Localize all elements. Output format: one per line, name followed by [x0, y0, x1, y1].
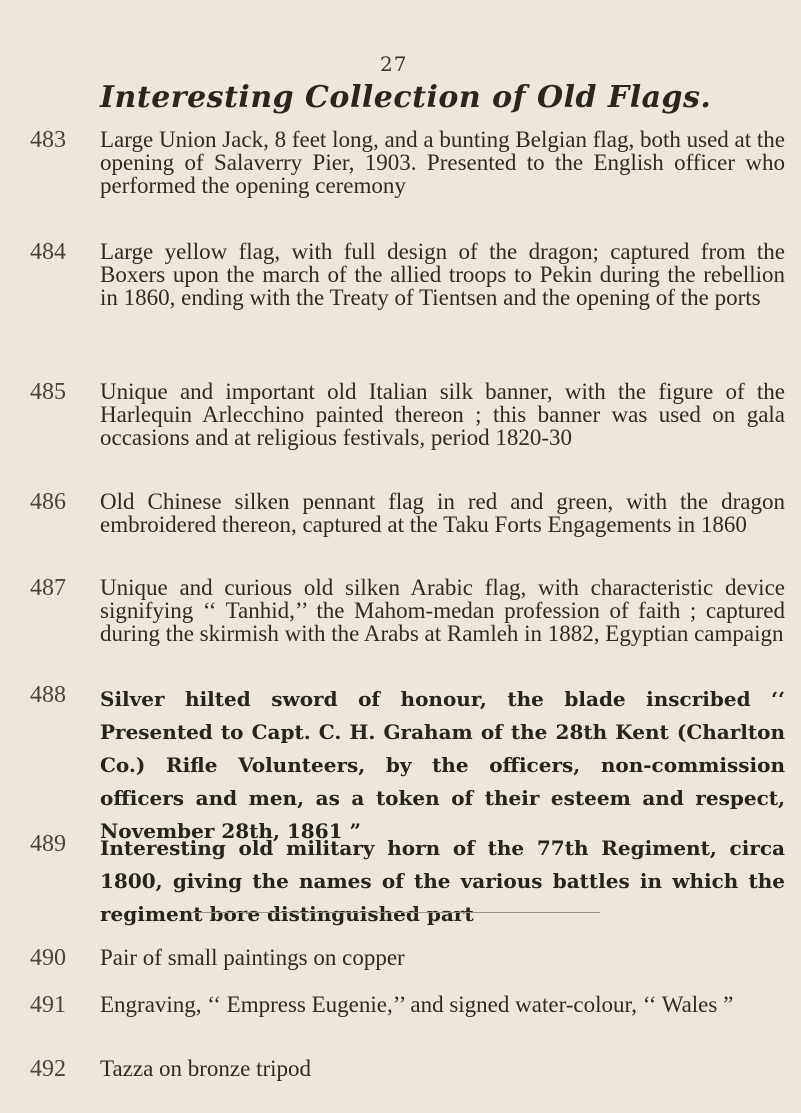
lot-number: 487: [30, 575, 66, 601]
page-number: 27: [380, 52, 408, 76]
lot-number: 490: [30, 945, 66, 971]
lot-number: 485: [30, 379, 66, 405]
lot-number: 492: [30, 1056, 66, 1082]
lot-number: 488: [30, 682, 66, 708]
divider-rule: [190, 912, 600, 913]
lot-description: Silver hilted sword of honour, the blade inscribed ‘‘ Presented to Capt. C. H. Graham of the 28th Kent (Charlton Co.) Rifle Volunteers, by the officers, non-commission officers and men, as a token of their esteem and respect, November 28th, 1861 ”: [100, 687, 785, 843]
lot-number: 491: [30, 992, 66, 1018]
lot-description: Interesting old military horn of the 77th Regiment, circa 1800, giving the names of the various battles in which the regiment bore distinguished part: [100, 836, 785, 926]
lot-number: 489: [30, 831, 66, 857]
lot-number: 486: [30, 489, 66, 515]
lot-description: Engraving, ‘‘ Empress Eugenie,’’ and signed water-colour, ‘‘ Wales ”: [100, 992, 734, 1017]
section-title: Interesting Collection of Old Flags.: [100, 80, 712, 115]
lot-description: Pair of small paintings on copper: [100, 945, 405, 970]
lot-description: Unique and important old Italian silk banner, with the figure of the Harlequin Arlecchino painted thereon ; this banner was used on gala occasions and at religious festivals, period 1820-30: [100, 379, 785, 450]
lot-description: Unique and curious old silken Arabic flag, with characteristic device signifying ‘‘ Tanhid,’’ the Mahom-medan profession of faith ; captured during the skirmish with the Arabs at Ramleh in 1882, Egyptian campaign: [100, 575, 785, 646]
lot-number: 484: [30, 239, 66, 265]
lot-number: 483: [30, 127, 66, 153]
lot-description: Tazza on bronze tripod: [100, 1056, 312, 1081]
lot-description: Large yellow flag, with full design of the dragon; captured from the Boxers upon the march of the allied troops to Pekin during the rebellion in 1860, ending with the Treaty of Tientsen and the opening of the ports: [100, 239, 785, 310]
lot-description: Large Union Jack, 8 feet long, and a bunting Belgian flag, both used at the opening of Salaverry Pier, 1903. Presented to the English officer who performed the opening ceremony: [100, 127, 785, 198]
lot-description: Old Chinese silken pennant flag in red and green, with the dragon embroidered thereon, captured at the Taku Forts Engagements in 1860: [100, 489, 785, 537]
